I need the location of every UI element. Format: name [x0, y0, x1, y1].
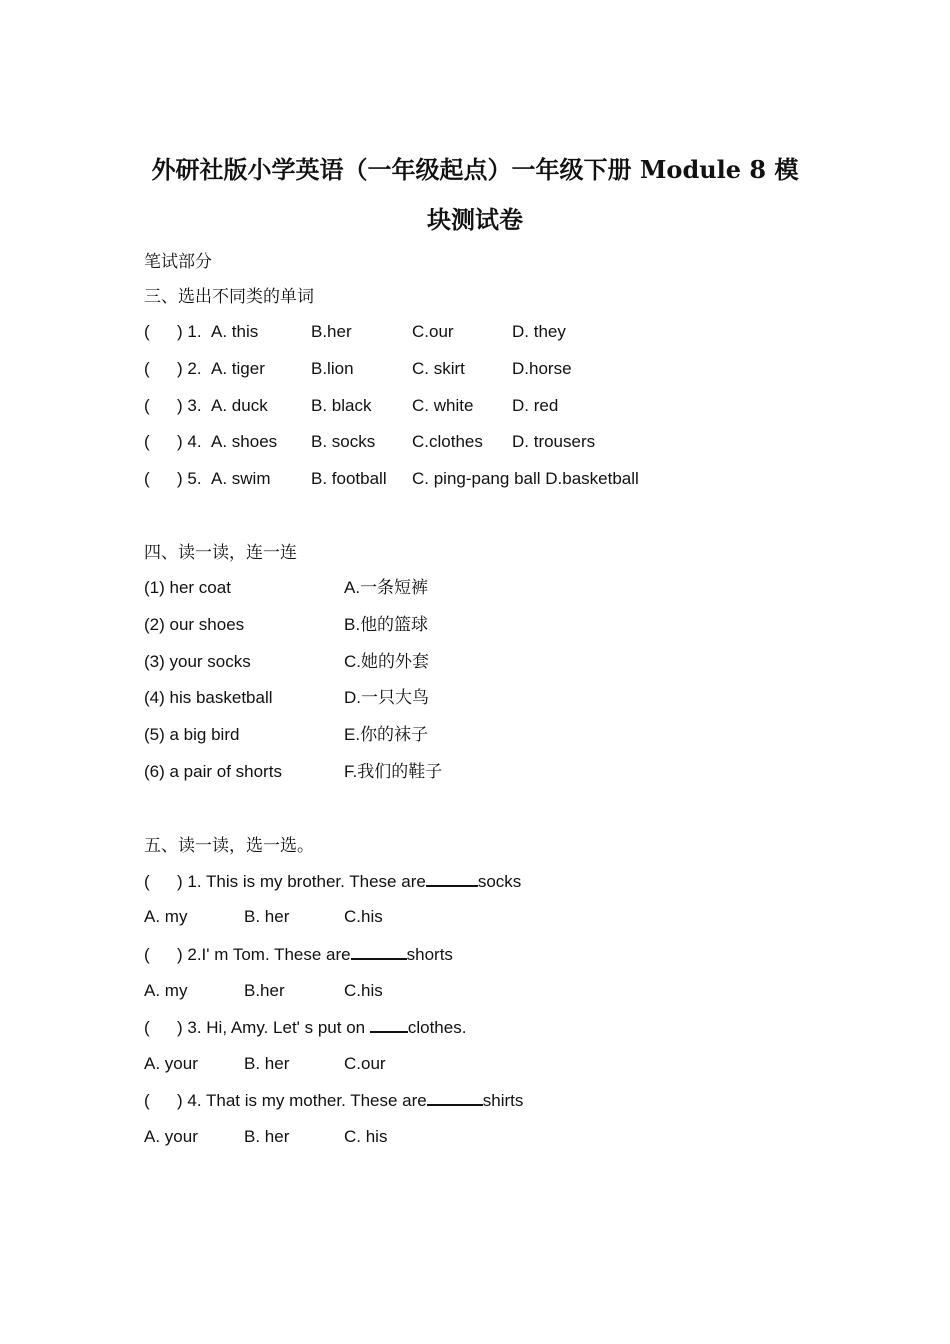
section3-question: [144, 357, 844, 381]
answer-paren[interactable]: (: [144, 322, 150, 341]
option-b: B.her: [244, 981, 285, 1000]
question-number: ) 4.: [177, 432, 202, 451]
answer-paren[interactable]: (: [144, 432, 150, 451]
answer-paren[interactable]: (: [144, 1018, 150, 1037]
option-a: A. your: [144, 1127, 198, 1146]
matching-left[interactable]: (2) our shoes: [144, 615, 245, 634]
written-part-label: 笔试部分: [144, 252, 212, 272]
matching-left[interactable]: (1) her coat: [144, 578, 231, 597]
option-b: B.her: [311, 322, 352, 341]
options-row: [144, 1125, 544, 1149]
matching-right[interactable]: [344, 723, 428, 747]
fill-blank-question: [144, 942, 453, 967]
matching-row: [144, 760, 644, 784]
question-text: ) 1. This is my brother. These are: [177, 872, 426, 891]
option-a: A. your: [144, 1054, 198, 1073]
fill-blank-question: [144, 869, 521, 894]
matching-letter: E.: [344, 725, 361, 744]
matching-right[interactable]: [344, 613, 428, 637]
options-row: [144, 979, 544, 1003]
option-d: D. they: [512, 322, 566, 341]
option-a: A. swim: [211, 469, 271, 488]
option-d: D.horse: [512, 359, 572, 378]
question-suffix: shorts: [406, 945, 453, 964]
option-c: C.our: [344, 1054, 386, 1073]
answer-paren[interactable]: (: [144, 945, 150, 964]
matching-letter: A.: [344, 578, 361, 597]
matching-row: [144, 613, 644, 637]
option-d: D. trousers: [512, 432, 596, 451]
section3-question: [144, 430, 844, 454]
question-suffix: clothes.: [407, 1018, 467, 1037]
answer-paren[interactable]: (: [144, 359, 150, 378]
option-b: B. black: [311, 396, 372, 415]
option-b: B. her: [244, 1127, 290, 1146]
question-text: ) 4. That is my mother. These are: [177, 1091, 427, 1110]
matching-right[interactable]: [344, 760, 442, 784]
section3-question: [144, 467, 844, 491]
option-a: A. my: [144, 907, 188, 926]
option-c: C.his: [344, 981, 383, 1000]
matching-right[interactable]: [344, 650, 429, 674]
option-a: A. tiger: [211, 359, 265, 378]
answer-paren[interactable]: (: [144, 396, 150, 415]
fill-blank-question: [144, 1015, 466, 1040]
matching-row: [144, 723, 644, 747]
option-b: B. socks: [311, 432, 376, 451]
answer-paren[interactable]: (: [144, 469, 150, 488]
section3-question: [144, 394, 844, 418]
option-c: C.clothes: [412, 432, 483, 451]
option-c: C. skirt: [412, 359, 465, 378]
question-number: ) 1.: [177, 322, 202, 341]
answer-blank[interactable]: [426, 869, 478, 887]
option-b: B.lion: [311, 359, 354, 378]
question-number: ) 5.: [177, 469, 202, 488]
option-a: A. my: [144, 981, 188, 1000]
option-c: C. white: [412, 396, 474, 415]
section3-heading: 三、选出不同类的单词: [144, 287, 314, 307]
fill-blank-question: [144, 1088, 523, 1113]
option-b: B. football: [311, 469, 387, 488]
answer-blank[interactable]: [370, 1015, 408, 1033]
matching-row: [144, 650, 644, 674]
option-c: C.his: [344, 907, 383, 926]
matching-letter: C.: [344, 652, 361, 671]
question-text: ) 2.I' m Tom. These are: [177, 945, 351, 964]
answer-paren[interactable]: (: [144, 1091, 150, 1110]
option-b: B. her: [244, 907, 290, 926]
matching-chinese: 她的外套: [361, 652, 429, 672]
matching-chinese: 一条短裤: [360, 578, 429, 598]
matching-chinese: 一只大鸟: [361, 688, 429, 708]
matching-right[interactable]: [344, 576, 428, 600]
matching-letter: D.: [344, 688, 361, 707]
matching-left[interactable]: (6) a pair of shorts: [144, 762, 282, 781]
question-number: ) 3.: [177, 396, 202, 415]
question-text: ) 3. Hi, Amy. Let' s put on: [177, 1018, 370, 1037]
document-title-line-2: 块测试卷: [427, 205, 523, 234]
answer-blank[interactable]: [351, 942, 407, 960]
matching-chinese: 他的篮球: [360, 615, 429, 635]
option-c: C. ping-pang ball D.basketball: [412, 469, 639, 488]
option-a: A. duck: [211, 396, 268, 415]
matching-chinese: 我们的鞋子: [357, 762, 443, 782]
options-row: [144, 1052, 544, 1076]
section5-heading: 五、读一读，选一选。: [144, 836, 314, 856]
matching-left[interactable]: (5) a big bird: [144, 725, 240, 744]
matching-chinese: 你的袜子: [360, 725, 429, 745]
section3-question: [144, 320, 844, 344]
matching-row: [144, 576, 644, 600]
options-row: [144, 905, 544, 929]
option-c: C. his: [344, 1127, 388, 1146]
question-suffix: shirts: [482, 1091, 524, 1110]
option-b: B. her: [244, 1054, 290, 1073]
matching-letter: F.: [344, 762, 358, 781]
section4-heading: 四、读一读，连一连: [144, 543, 297, 563]
option-a: A. this: [211, 322, 259, 341]
matching-letter: B.: [344, 615, 361, 634]
question-number: ) 2.: [177, 359, 202, 378]
answer-paren[interactable]: (: [144, 872, 150, 891]
matching-left[interactable]: (4) his basketball: [144, 688, 273, 707]
option-a: A. shoes: [211, 432, 278, 451]
question-suffix: socks: [477, 872, 522, 891]
option-d: D. red: [512, 396, 559, 415]
matching-row: [144, 686, 644, 710]
answer-blank[interactable]: [427, 1088, 483, 1106]
matching-left[interactable]: (3) your socks: [144, 652, 251, 671]
document-title-line-1: 外研社版小学英语（一年级起点）一年级下册 Module 8 模: [151, 155, 799, 184]
matching-right[interactable]: [344, 686, 429, 710]
option-c: C.our: [412, 322, 454, 341]
